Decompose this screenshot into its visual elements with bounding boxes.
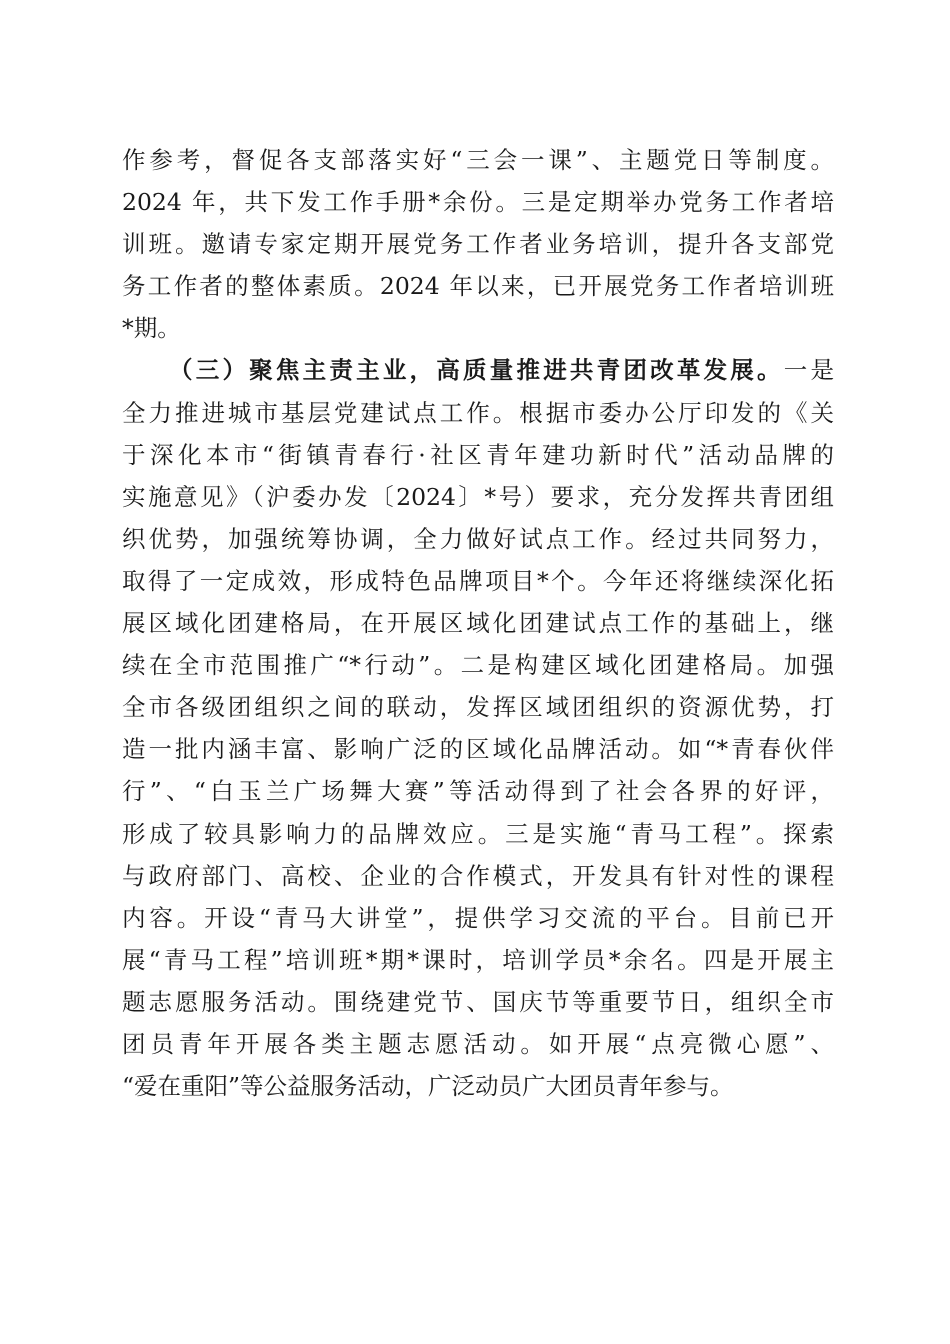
paragraph-2	[122, 349, 834, 1107]
paragraph-2-line: 织优势，加强统筹协调，全力做好试点工作。经过共同努力，	[122, 524, 834, 553]
paragraph-2-line: 全市各级团组织之间的联动，发挥区域团组织的资源优势，打	[122, 693, 834, 722]
paragraph-2-line: 内容。开设“青马大讲堂”，提供学习交流的平台。目前已开	[122, 903, 834, 932]
paragraph-2-first-line-rest: 一是	[783, 356, 835, 385]
paragraph-1-line: 务工作者的整体素质。2024 年以来，已开展党务工作者培训班	[122, 272, 834, 301]
paragraph-2-line: “爱在重阳”等公益服务活动，广泛动员广大团员青年参与。	[122, 1072, 734, 1101]
paragraph-2-line: 于深化本市“街镇青春行·社区青年建功新时代”活动品牌的	[122, 440, 834, 469]
paragraph-2-line: 团员青年开展各类主题志愿活动。如开展“点亮微心愿”、	[122, 1029, 834, 1058]
paragraph-2-line: 与政府部门、高校、企业的合作模式，开发具有针对性的课程	[122, 861, 834, 890]
paragraph-1-line: 2024 年，共下发工作手册*余份。三是定期举办党务工作者培	[122, 188, 834, 217]
section-heading: （三）聚焦主责主业，高质量推进共青团改革发展。	[169, 356, 784, 385]
paragraph-2-line: 全力推进城市基层党建试点工作。根据市委办公厅印发的《关	[122, 398, 834, 427]
paragraph-2-line: 展区域化团建格局，在开展区域化团建试点工作的基础上，继	[122, 609, 834, 638]
paragraph-2-line: 造一批内涵丰富、影响广泛的区域化品牌活动。如“*青春伙伴	[122, 735, 834, 764]
paragraph-2-line: 行”、“白玉兰广场舞大赛”等活动得到了社会各界的好评，	[122, 777, 834, 806]
paragraph-2-line: 取得了一定成效，形成特色品牌项目*个。今年还将继续深化拓	[122, 566, 834, 595]
paragraph-1-line: 作参考，督促各支部落实好“三会一课”、主题党日等制度。	[122, 146, 834, 174]
paragraph-2-line: 实施意见》（沪委办发〔2024〕*号）要求，充分发挥共青团组	[122, 482, 834, 511]
paragraph-1-line: *期。	[122, 314, 181, 343]
document-body	[122, 139, 834, 1107]
paragraph-1	[122, 139, 834, 349]
paragraph-2-line: 展“青马工程”培训班*期*课时，培训学员*余名。四是开展主	[122, 945, 834, 974]
paragraph-2-line: 续在全市范围推广“*行动”。二是构建区域化团建格局。加强	[122, 651, 834, 680]
paragraph-2-line: 形成了较具影响力的品牌效应。三是实施“青马工程”。探索	[122, 819, 834, 848]
paragraph-2-line: 题志愿服务活动。围绕建党节、国庆节等重要节日，组织全市	[122, 987, 834, 1016]
paragraph-2-first-line	[122, 349, 834, 391]
paragraph-1-line: 训班。邀请专家定期开展党务工作者业务培训，提升各支部党	[122, 230, 834, 259]
